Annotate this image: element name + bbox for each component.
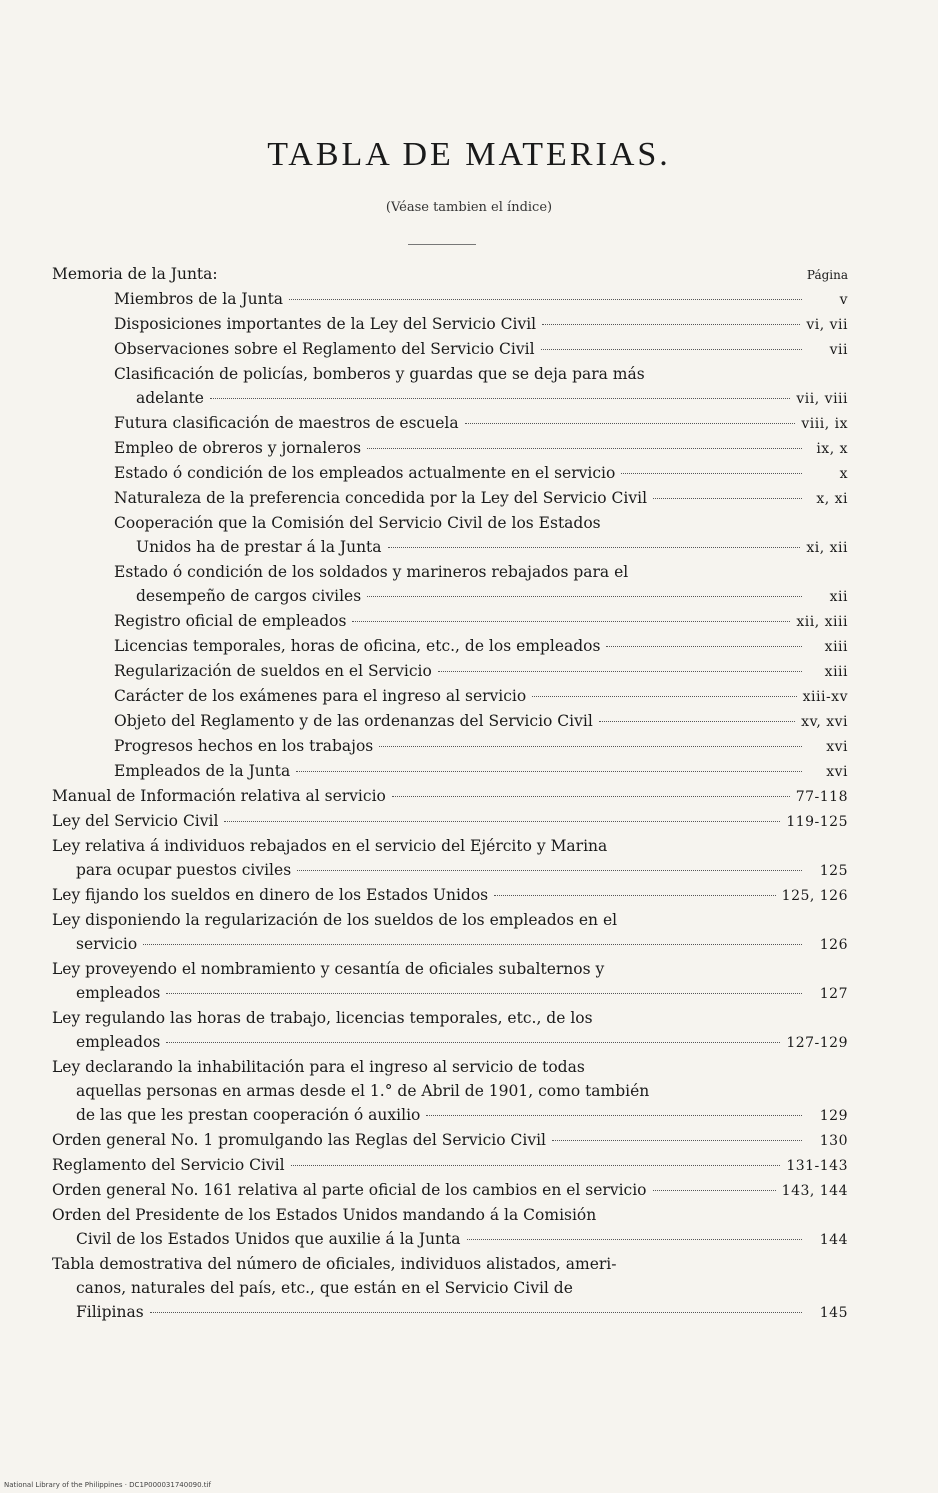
toc-entry-text: Orden general No. 1 promulgando las Reglas del Servicio Civil <box>52 1131 547 1149</box>
toc-entry-line <box>52 362 848 386</box>
toc-page-number: xiii <box>824 639 848 655</box>
toc-entry <box>52 486 848 511</box>
toc-page-number: 127-129 <box>786 1035 848 1051</box>
toc-entry-text: servicio <box>76 935 138 953</box>
toc-entry-line <box>52 981 848 1006</box>
toc-entry-text: desempeño de cargos civiles <box>136 587 362 605</box>
toc-entry-line <box>52 1227 848 1252</box>
toc-entry-text: Registro oficial de empleados <box>114 612 347 630</box>
toc-entry <box>52 659 848 684</box>
toc-page-number: xi, xii <box>806 540 848 556</box>
toc-entry <box>52 809 848 834</box>
toc-entry-line <box>52 1252 848 1276</box>
dot-leader <box>296 771 802 772</box>
dot-leader <box>224 821 780 822</box>
toc-entry-line <box>52 486 848 511</box>
toc-page-number: vii, viii <box>796 391 848 407</box>
toc-entry <box>52 1153 848 1178</box>
toc-entry-line <box>52 634 848 659</box>
toc-entry <box>52 560 848 609</box>
dot-leader <box>166 993 802 994</box>
toc-entry-line <box>52 535 848 560</box>
toc-entry-text: Empleados de la Junta <box>114 762 291 780</box>
toc-page-number: 143, 144 <box>781 1183 848 1199</box>
toc-entry-line <box>52 386 848 411</box>
dot-leader <box>426 1115 802 1116</box>
toc-entry-line <box>52 337 848 362</box>
toc-entry-text: Regularización de sueldos en el Servicio <box>114 662 432 680</box>
dot-leader <box>379 746 802 747</box>
toc-entry-text: Ley relativa á individuos rebajados en el servicio del Ejército y Marina <box>52 837 608 855</box>
toc-entry <box>52 1128 848 1153</box>
toc-entry-line <box>52 1153 848 1178</box>
dot-leader <box>465 423 796 424</box>
toc-page-number: 130 <box>819 1133 848 1149</box>
toc-entry-text: Ley regulando las horas de trabajo, licencias temporales, etc., de los <box>52 1009 593 1027</box>
toc-entry-text: Observaciones sobre el Reglamento del Servicio Civil <box>114 340 535 358</box>
toc-entry-line <box>52 411 848 436</box>
toc-entry <box>52 684 848 709</box>
dot-leader <box>606 646 802 647</box>
toc-entry <box>52 411 848 436</box>
toc-page-number: 145 <box>819 1305 848 1321</box>
toc-entry-text: empleados <box>76 1033 161 1051</box>
toc-entry-line <box>52 932 848 957</box>
toc-entry-line <box>52 461 848 486</box>
dot-leader <box>552 1140 802 1141</box>
memoria-heading: Memoria de la Junta: <box>52 265 218 283</box>
toc-page-number: xv, xvi <box>801 714 848 730</box>
toc-entry <box>52 1055 848 1128</box>
dot-leader <box>367 448 802 449</box>
toc-entry-line <box>52 883 848 908</box>
toc-entry-text: Estado ó condición de los soldados y marineros rebajados para el <box>114 563 629 581</box>
toc-entry-line <box>52 858 848 883</box>
toc-entry <box>52 362 848 411</box>
toc-page-number: v <box>839 292 848 308</box>
toc-entry-text: Ley del Servicio Civil <box>52 812 219 830</box>
dot-leader <box>532 696 796 697</box>
toc-entry-line <box>52 834 848 858</box>
toc-entry <box>52 312 848 337</box>
toc-page-number: xii, xiii <box>796 614 848 630</box>
toc-entry-text: Estado ó condición de los empleados actualmente en el servicio <box>114 464 616 482</box>
toc-entry <box>52 759 848 784</box>
toc-page-number: 126 <box>819 937 848 953</box>
dot-leader <box>653 1190 776 1191</box>
toc-entry <box>52 511 848 560</box>
toc-entry <box>52 883 848 908</box>
toc-entry-text: Tabla demostrativa del número de oficiales, individuos alistados, ameri- <box>52 1255 617 1273</box>
toc-entry <box>52 1203 848 1252</box>
dot-leader <box>289 299 802 300</box>
toc-page-number: 77-118 <box>795 789 848 805</box>
toc-entry-line <box>52 312 848 337</box>
toc-entry-text: Manual de Información relativa al servicio <box>52 787 386 805</box>
toc-page-number: xvi <box>826 764 848 780</box>
toc-entry <box>52 734 848 759</box>
toc-page-number: 125, 126 <box>781 888 848 904</box>
dot-leader <box>150 1312 802 1313</box>
toc-entry <box>52 634 848 659</box>
toc-page-number: vi, vii <box>806 317 848 333</box>
dot-leader <box>367 596 802 597</box>
page-title: TABLA DE MATERIAS. <box>267 136 671 173</box>
toc-entry-line <box>52 1030 848 1055</box>
toc-entry-line <box>52 684 848 709</box>
toc-entry-text: Reglamento del Servicio Civil <box>52 1156 285 1174</box>
toc-entry-text: adelante <box>136 389 204 407</box>
dot-leader <box>541 349 802 350</box>
page-subtitle: (Véase tambien el índice) <box>385 200 553 215</box>
dot-leader <box>143 944 802 945</box>
toc-entry-text: Ley declarando la inhabilitación para el ingreso al servicio de todas <box>52 1058 585 1076</box>
toc-entry <box>52 957 848 1006</box>
dot-leader <box>388 547 801 548</box>
toc-entry-text: para ocupar puestos civiles <box>76 861 292 879</box>
toc-entry-line <box>52 709 848 734</box>
toc-page-number: xvi <box>826 739 848 755</box>
toc-entry-line <box>52 734 848 759</box>
dot-leader <box>352 621 790 622</box>
toc-entry-line <box>52 759 848 784</box>
toc-entry-line <box>52 1203 848 1227</box>
toc-entry <box>52 784 848 809</box>
toc-entry-text: Empleo de obreros y jornaleros <box>114 439 362 457</box>
toc-entry <box>52 1178 848 1203</box>
toc-entry-text: Licencias temporales, horas de oficina, etc., de los empleados <box>114 637 601 655</box>
toc-entry-line <box>52 1178 848 1203</box>
toc-entry-text: Clasificación de policías, bomberos y guardas que se deja para más <box>114 365 645 383</box>
toc-entry-text: Futura clasificación de maestros de escuela <box>114 414 459 432</box>
toc-entry <box>52 1006 848 1055</box>
toc-page-number: xiii-xv <box>802 689 848 705</box>
toc-entry-text: aquellas personas en armas desde el 1.° de Abril de 1901, como también <box>76 1082 650 1100</box>
dot-leader <box>542 324 800 325</box>
toc-page-number: 125 <box>819 863 848 879</box>
dot-leader <box>494 895 776 896</box>
toc-entry-line <box>52 809 848 834</box>
dot-leader <box>392 796 790 797</box>
toc-entry-text: Progresos hechos en los trabajos <box>114 737 374 755</box>
toc-entry-text: Objeto del Reglamento y de las ordenanzas del Servicio Civil <box>114 712 593 730</box>
dot-leader <box>653 498 802 499</box>
toc-page-number: xii <box>829 589 848 605</box>
toc-entry-line <box>52 908 848 932</box>
toc-entry <box>52 709 848 734</box>
toc-entry-line <box>52 784 848 809</box>
toc-entry <box>52 436 848 461</box>
table-of-contents <box>52 262 848 1325</box>
toc-page-number: vii <box>829 342 848 358</box>
scan-footer: National Library of the Philippines · DC1P000031740090.tif <box>4 1481 211 1489</box>
dot-leader <box>210 398 790 399</box>
toc-entry-line <box>52 609 848 634</box>
toc-entry <box>52 908 848 957</box>
toc-entry-line <box>52 511 848 535</box>
dot-leader <box>291 1165 781 1166</box>
toc-entry-text: Ley fijando los sueldos en dinero de los Estados Unidos <box>52 886 489 904</box>
toc-entry-text: canos, naturales del país, etc., que están en el Servicio Civil de <box>76 1279 573 1297</box>
toc-entry-text: Unidos ha de prestar á la Junta <box>136 538 382 556</box>
dot-leader <box>599 721 795 722</box>
toc-entry-line <box>52 659 848 684</box>
dot-leader <box>467 1239 802 1240</box>
toc-page-number: x <box>839 466 848 482</box>
toc-entry <box>52 609 848 634</box>
toc-entry-text: de las que les prestan cooperación ó auxilio <box>76 1106 421 1124</box>
dot-leader <box>166 1042 780 1043</box>
toc-entry-text: Orden del Presidente de los Estados Unidos mandando á la Comisión <box>52 1206 597 1224</box>
toc-page-number: 131-143 <box>786 1158 848 1174</box>
toc-entry-text: Ley proveyendo el nombramiento y cesantía de oficiales subalternos y <box>52 960 605 978</box>
toc-entry-line <box>52 1128 848 1153</box>
toc-entry-text: empleados <box>76 984 161 1002</box>
dot-leader <box>297 870 802 871</box>
toc-page-number: viii, ix <box>801 416 848 432</box>
toc-entry-line <box>52 560 848 584</box>
toc-header-row <box>52 262 848 287</box>
toc-page-number: xiii <box>824 664 848 680</box>
toc-page-number: ix, x <box>816 441 848 457</box>
toc-entry-line <box>52 1300 848 1325</box>
toc-page-number: x, xi <box>816 491 848 507</box>
toc-entry <box>52 337 848 362</box>
toc-entry-line <box>52 1079 848 1103</box>
toc-entry-line <box>52 1055 848 1079</box>
toc-entry-text: Orden general No. 161 relativa al parte oficial de los cambios en el servicio <box>52 1181 647 1199</box>
toc-entry-text: Miembros de la Junta <box>114 290 284 308</box>
toc-entry-line <box>52 436 848 461</box>
toc-entry-line <box>52 957 848 981</box>
page-column-label: Página <box>806 268 848 282</box>
toc-entry <box>52 834 848 883</box>
toc-entry-text: Filipinas <box>76 1303 144 1321</box>
toc-entry <box>52 287 848 312</box>
toc-entry-text: Disposiciones importantes de la Ley del Servicio Civil <box>114 315 537 333</box>
toc-page-number: 119-125 <box>786 814 848 830</box>
toc-page-number: 129 <box>819 1108 848 1124</box>
toc-entry-line <box>52 1103 848 1128</box>
dot-leader <box>621 473 802 474</box>
toc-entry-text: Cooperación que la Comisión del Servicio Civil de los Estados <box>114 514 601 532</box>
toc-entry <box>52 461 848 486</box>
toc-entry-text: Civil de los Estados Unidos que auxilie á la Junta <box>76 1230 461 1248</box>
toc-entry-text: Naturaleza de la preferencia concedida por la Ley del Servicio Civil <box>114 489 648 507</box>
divider-rule <box>408 244 476 245</box>
toc-entry-line <box>52 1276 848 1300</box>
dot-leader <box>438 671 802 672</box>
toc-entry-text: Carácter de los exámenes para el ingreso al servicio <box>114 687 527 705</box>
toc-entry <box>52 1252 848 1325</box>
toc-entry-text: Ley disponiendo la regularización de los sueldos de los empleados en el <box>52 911 618 929</box>
toc-entry-line <box>52 584 848 609</box>
toc-page-number: 144 <box>819 1232 848 1248</box>
toc-entry-line <box>52 1006 848 1030</box>
toc-page-number: 127 <box>819 986 848 1002</box>
toc-entry-line <box>52 287 848 312</box>
